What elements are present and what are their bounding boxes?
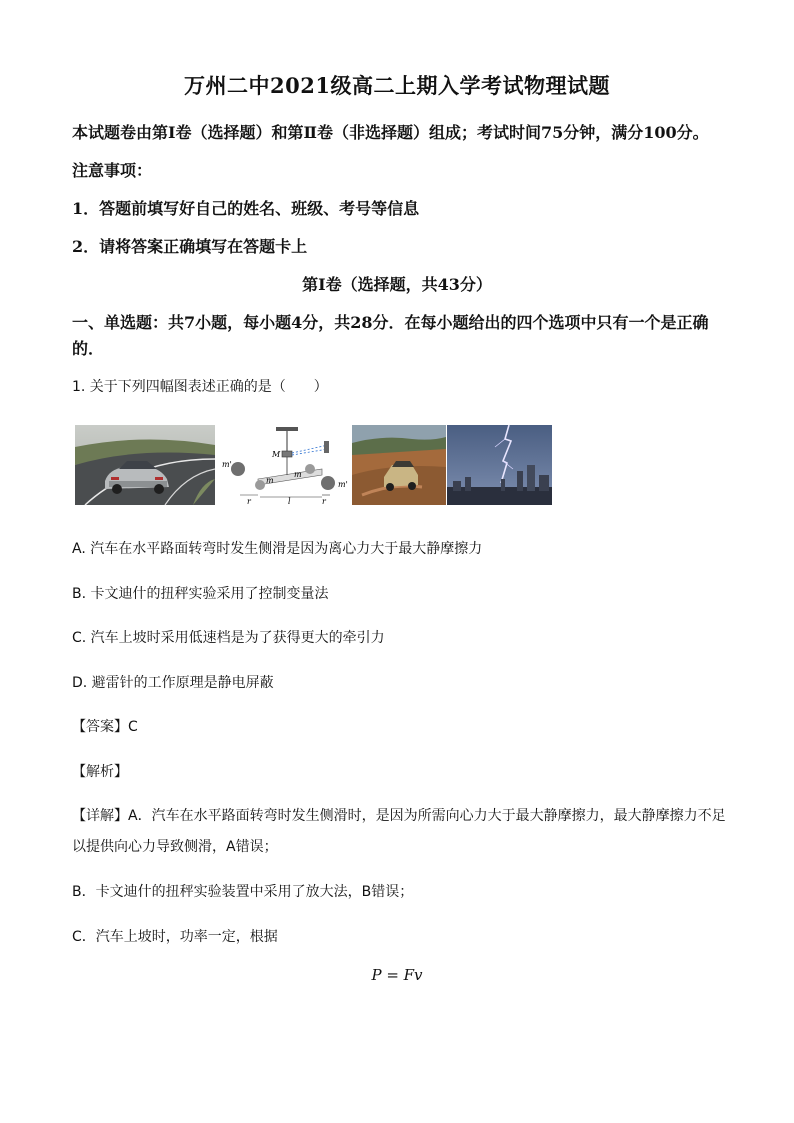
label-m-prime-right: m' [338, 480, 348, 489]
option-d: D. 避雷针的工作原理是静电屏蔽 [72, 675, 274, 691]
notice-item-1: 1．答题前填写好自己的姓名、班级、考号等信息 [72, 199, 420, 218]
detail-line-1: 【详解】A．汽车在水平路面转弯时发生侧滑时，是因为所需向心力大于最大静摩擦力，最大静摩擦力不足 [72, 808, 726, 824]
detail-c: C．汽车上坡时，功率一定，根据 [72, 929, 278, 945]
answer: 【答案】C [72, 719, 138, 735]
question-1-stem: 1. 关于下列四幅图表述正确的是（ ） [72, 379, 328, 395]
detail-line-2: 以提供向心力导致侧滑，A错误； [72, 839, 278, 855]
notice-heading: 注意事项： [72, 161, 153, 180]
part-title: 第Ⅰ卷（选择题，共43分） [302, 275, 492, 294]
figure-torsion-balance [218, 425, 350, 505]
section-heading-line2: 的． [72, 339, 105, 358]
label-l: l [288, 497, 291, 505]
option-a: A. 汽车在水平路面转弯时发生侧滑是因为离心力大于最大静摩擦力 [72, 541, 483, 557]
label-r-left: r [247, 497, 251, 505]
notice-item-2: 2．请将答案正确填写在答题卡上 [72, 237, 308, 256]
option-b: B. 卡文迪什的扭秤实验采用了控制变量法 [72, 586, 329, 602]
label-r-right: r [322, 497, 326, 505]
figure-car-turning [75, 425, 215, 505]
section-heading-line1: 一、单选题：共7小题，每小题4分，共28分．在每小题给出的四个选项中只有一个是正确 [72, 313, 709, 332]
exam-intro: 本试题卷由第Ⅰ卷（选择题）和第Ⅱ卷（非选择题）组成；考试时间75分钟，满分100分。 [72, 123, 709, 142]
figure-lightning [447, 425, 552, 505]
formula-power: P = Fv [371, 966, 423, 984]
label-m-prime-left: m' [222, 460, 232, 469]
figure-car-uphill [352, 425, 446, 505]
page-title: 万州二中2021级高二上期入学考试物理试题 [184, 73, 610, 98]
detail-b: B．卡文迪什的扭秤实验装置中采用了放大法，B错误； [72, 884, 414, 900]
label-M: M [272, 450, 281, 459]
label-m-right: m [294, 470, 302, 479]
option-c: C. 汽车上坡时采用低速档是为了获得更大的牵引力 [72, 630, 385, 646]
analysis-heading: 【解析】 [72, 764, 128, 780]
label-m-left: m [266, 476, 274, 485]
